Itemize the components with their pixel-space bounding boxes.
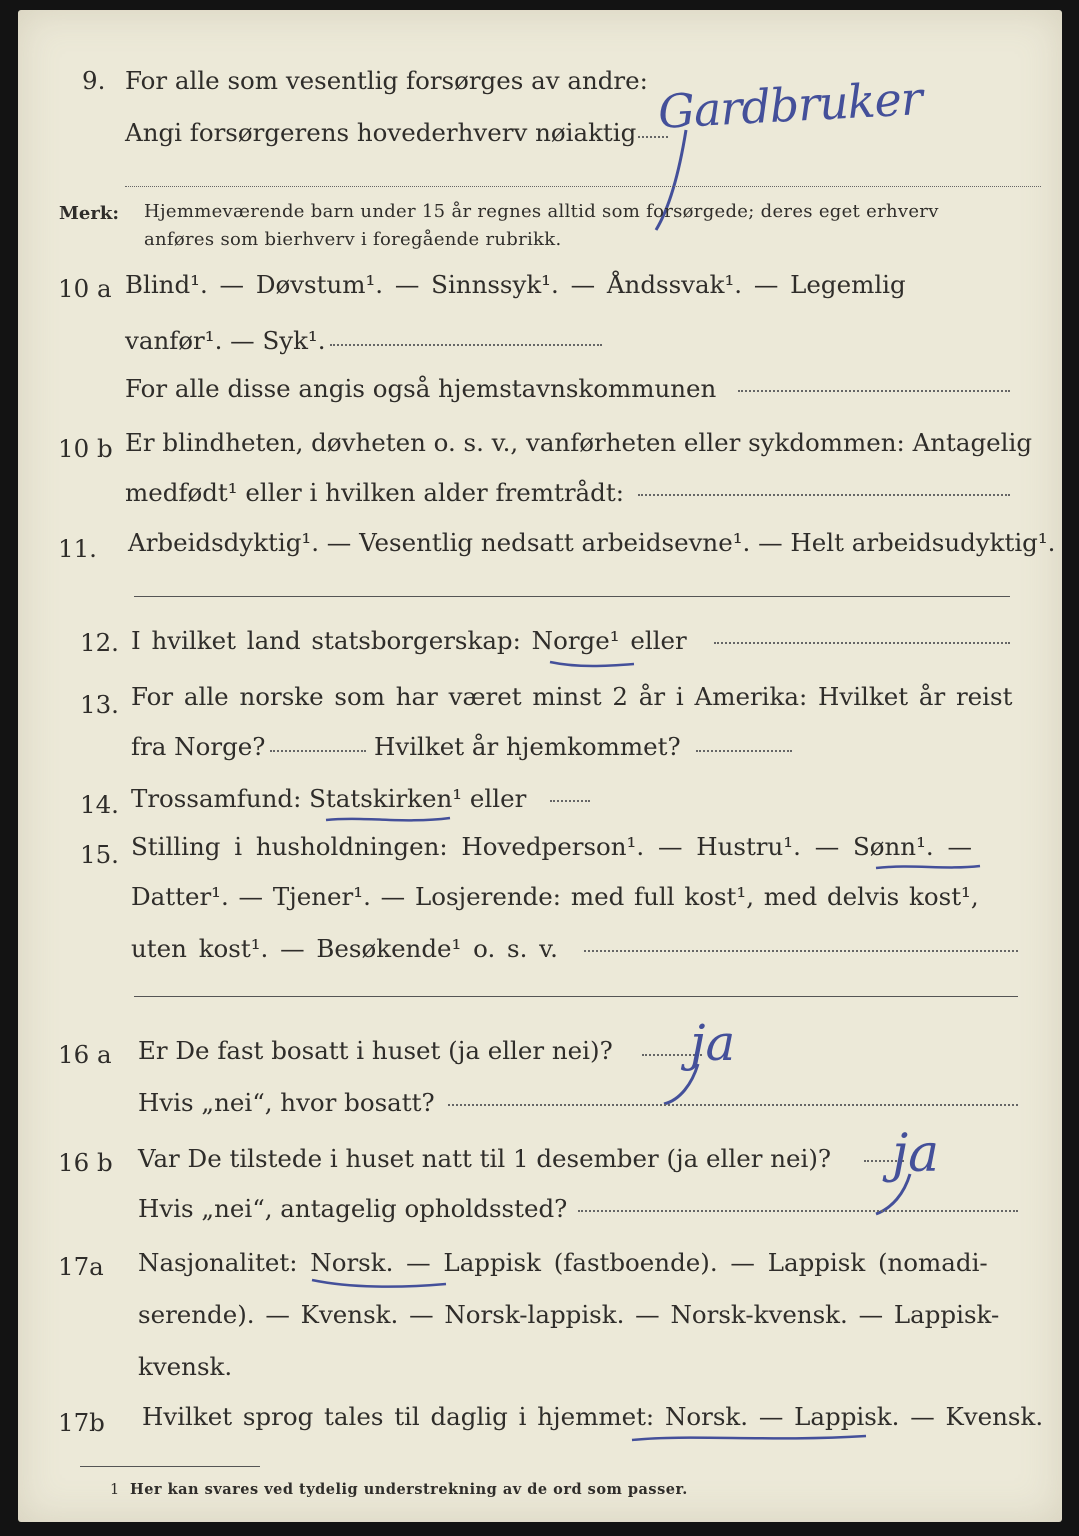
question-13-line-1: For alle norske som har været minst 2 år i Amerika: Hvilket år reist — [131, 682, 1013, 711]
question-number: 15. — [80, 840, 119, 869]
handwritten-answer-resident: ja — [690, 1014, 736, 1072]
handwriting-stroke — [658, 1060, 708, 1110]
question-14-line-1: Trossamfund: Statskirken¹ eller — [131, 784, 527, 813]
question-number: 17a — [58, 1252, 104, 1281]
question-number: 16 a — [58, 1040, 112, 1069]
answer-dotted-line — [578, 1210, 1018, 1212]
question-number: 10 a — [58, 274, 112, 303]
note-line-2: anføres som bierhverv i foregående rubrikk. — [144, 229, 562, 250]
question-13-line-2a: fra Norge? — [131, 732, 266, 761]
question-17b-line-1: Hvilket sprog tales til daglig i hjemmet: Norsk. — Lappisk. — Kvensk. — [142, 1402, 1044, 1431]
question-15-line-3: uten kost¹. — Besøkende¹ o. s. v. — [131, 934, 558, 963]
question-number: 9. — [82, 66, 106, 95]
handwriting-stroke — [870, 1170, 920, 1220]
question-10a-line-1: Blind¹. — Døvstum¹. — Sinnssyk¹. — Åndssvak¹. — Legemlig — [125, 270, 906, 299]
answer-dotted-line — [714, 642, 1010, 644]
question-number: 14. — [80, 790, 119, 819]
question-number: 10 b — [58, 434, 113, 463]
question-11-line-1: Arbeidsdyktig¹. — Vesentlig nedsatt arbeidsevne¹. — Helt arbeidsudyktig¹. — [128, 528, 1056, 557]
question-13-line-2b: Hvilket år hjemkommet? — [374, 732, 681, 761]
question-17a-line-3: kvensk. — [138, 1352, 233, 1381]
note-line-1: Hjemmeværende barn under 15 år regnes alltid som forsørgede; deres eget erhverv — [144, 201, 939, 222]
underline-mark — [874, 862, 984, 874]
question-number: 12. — [80, 628, 119, 657]
question-number: 16 b — [58, 1148, 113, 1177]
separator-line — [134, 996, 1018, 997]
question-9-line-1: For alle som vesentlig forsørges av andre: — [125, 66, 648, 95]
question-10b-line-1: Er blindheten, døvheten o. s. v., vanførheten eller sykdommen: Antagelig — [125, 428, 1033, 457]
question-16a-line-1: Er De fast bosatt i huset (ja eller nei)? — [138, 1036, 613, 1065]
answer-dotted-line — [550, 800, 590, 802]
answer-dotted-line — [330, 344, 602, 346]
question-10b-line-2: medfødt¹ eller i hvilken alder fremtrådt: — [125, 478, 624, 507]
note-label: Merk: — [59, 203, 119, 224]
question-17a-line-2: serende). — Kvensk. — Norsk-lappisk. — Norsk-kvensk. — Lappisk- — [138, 1300, 1000, 1329]
question-12-line-1: I hvilket land statsborgerskap: Norge¹ eller — [131, 626, 687, 655]
question-15-line-2: Datter¹. — Tjener¹. — Losjerende: med full kost¹, med delvis kost¹, — [131, 882, 979, 911]
underline-mark — [324, 814, 454, 826]
handwritten-answer-present: ja — [892, 1124, 940, 1184]
question-number: 11. — [58, 534, 97, 563]
footnote-text: Her kan svares ved tydelig understrekning av de ord som passer. — [130, 1481, 688, 1498]
question-16a-line-2: Hvis „nei“, hvor bosatt? — [138, 1088, 435, 1117]
footnote-mark: 1 — [110, 1482, 120, 1498]
question-16b-line-1: Var De tilstede i huset natt til 1 desember (ja eller nei)? — [138, 1144, 832, 1173]
question-15-line-1: Stilling i husholdningen: Hovedperson¹. — Hustru¹. — Sønn¹. — — [131, 832, 972, 861]
handwritten-answer-occupation: Gardbruker — [656, 71, 923, 139]
answer-dotted-line — [270, 750, 366, 752]
answer-dotted-line — [696, 750, 792, 752]
answer-dotted-line — [738, 390, 1010, 392]
question-16b-line-2: Hvis „nei“, antagelig opholdssted? — [138, 1194, 568, 1223]
underline-mark — [310, 1276, 450, 1290]
question-10a-line-2: vanfør¹. — Syk¹. — [125, 326, 326, 355]
separator-line — [134, 596, 1010, 597]
answer-dotted-line — [638, 494, 1010, 496]
question-17a-line-1: Nasjonalitet: Norsk. — Lappisk (fastboende). — Lappisk (nomadi- — [138, 1248, 988, 1277]
separator-line — [125, 186, 1041, 187]
census-form-page — [18, 10, 1062, 1522]
question-number: 13. — [80, 690, 119, 719]
footnote-rule — [80, 1466, 260, 1467]
question-10a-line-3: For alle disse angis også hjemstavnskommunen — [125, 374, 717, 403]
question-9-line-2: Angi forsørgerens hovederhverv nøiaktig — [125, 118, 637, 147]
underline-mark — [548, 658, 638, 670]
answer-dotted-line — [584, 950, 1018, 952]
question-number: 17b — [58, 1408, 105, 1437]
answer-dotted-line — [448, 1104, 1018, 1106]
underline-mark — [630, 1432, 870, 1446]
